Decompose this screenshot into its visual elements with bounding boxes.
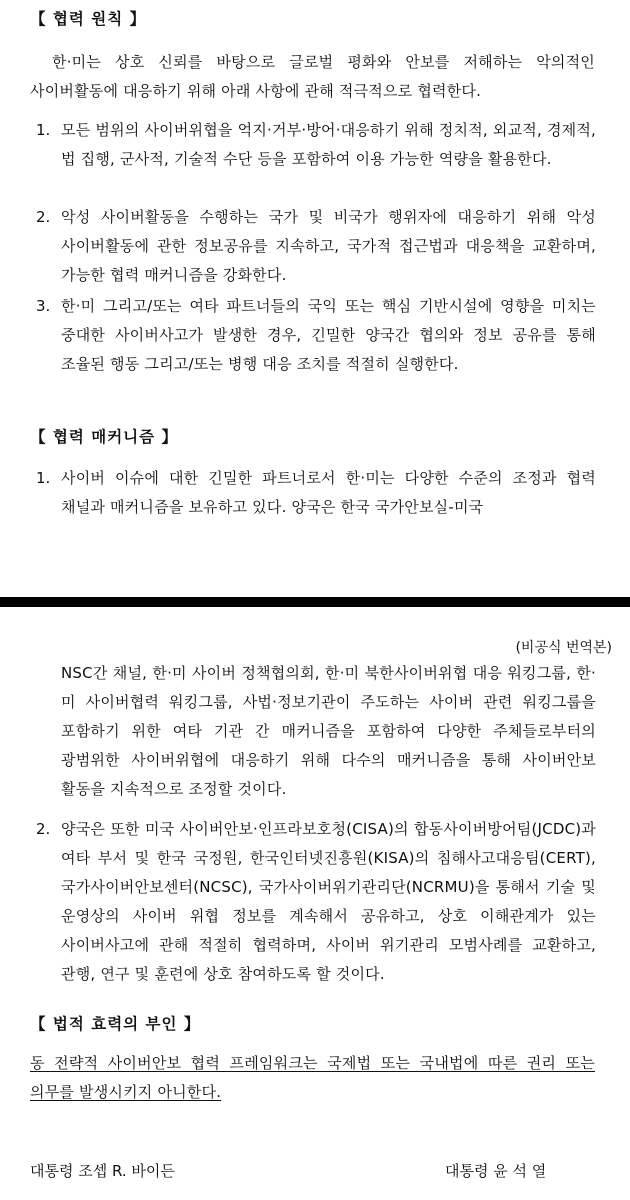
- list-number: 3.: [36, 297, 51, 315]
- list-number: 1.: [36, 121, 51, 139]
- list-number: 1.: [36, 469, 51, 487]
- document-page-2: [0, 607, 630, 1200]
- intro-paragraph: 한·미는 상호 신뢰를 바탕으로 글로벌 평화와 안보를 저해하는 악의적인 사이버활동에 대응하기 위해 아래 사항에 관해 적극적으로 협력한다.: [30, 53, 595, 100]
- list-item-text: 악성 사이버활동을 수행하는 국가 및 비국가 행위자에 대응하기 위해 악성 사이버활동에 관한 정보공유를 지속하고, 국가적 접근법과 대응책을 교환하며, 가능한 협력 매커니즘을 강화한다.: [61, 208, 596, 284]
- list-item-text: 양국은 또한 미국 사이버안보·인프라보호청(CISA)의 합동사이버방어팀(JCDC)과 여타 부서 및 한국 국정원, 한국인터넷진흥원(KISA)의 침해사고대응팀(CERT), 국가사이버안보센터(NCSC), 국가사이버위기관리단(NCRMU)을 통해서 기술 및 운영상의 사이버 위협 정보를 계속해서 공유하고, 상호 이해관계가 있는 사이버사고에 관해 적절히 협력하며, 사이버 위기관리 모범사례를 교환하고, 관행, 연구 및 훈련에 상호 참여하도록 할 것이다.: [61, 820, 596, 983]
- signature-us-president: 대통령 조셉 R. 바이든: [30, 1162, 175, 1180]
- legal-disclaimer-text: [30, 1049, 595, 1107]
- section-title-cooperation-mechanism: 【 협력 매커니즘 】: [30, 428, 179, 446]
- list-number: 2.: [36, 820, 51, 838]
- list-number: 2.: [36, 208, 51, 226]
- principle-item-2: [36, 203, 596, 290]
- principle-item-1: [36, 116, 596, 174]
- list-item-text: 사이버 이슈에 대한 긴밀한 파트너로서 한·미는 다양한 수준의 조정과 협력 채널과 매커니즘을 보유하고 있다. 양국은 한국 국가안보실-미국: [61, 469, 596, 516]
- list-item-text: 모든 범위의 사이버위협을 억지·거부·방어·대응하기 위해 정치적, 외교적, 경제적, 법 집행, 군사적, 기술적 수단 등을 포함하여 이용 가능한 역량을 활용한다.: [61, 121, 596, 168]
- document-page-1: [0, 0, 630, 597]
- signature-korea-president: 대통령 윤 석 열: [445, 1162, 547, 1180]
- mechanism-item-2: [36, 815, 596, 989]
- principle-item-3: [36, 292, 596, 379]
- list-item-text: 한·미 그리고/또는 여타 파트너들의 국익 또는 핵심 기반시설에 영향을 미치는 중대한 사이버사고가 발생한 경우, 긴밀한 양국간 협의와 정보 공유를 통해 조율된 행동 그리고/또는 병행 대응 조치를 적절히 실행한다.: [61, 297, 596, 373]
- page-separator: [0, 597, 630, 607]
- mechanism-item-1: [36, 464, 596, 522]
- disclaimer-underlined-text: 동 전략적 사이버안보 협력 프레임워크는 국제법 또는 국내법에 따른 권리 또는 의무를 발생시키지 아니한다.: [30, 1054, 595, 1101]
- section-title-cooperation-principles: 【 협력 원칙 】: [30, 10, 147, 28]
- mechanism-1-continuation: NSC간 채널, 한·미 사이버 정책협의회, 한·미 북한사이버위협 대응 워킹그룹, 한·미 사이버협력 워킹그룹, 사법·정보기관이 주도하는 사이버 관련 워킹그룹을 포함하기 위한 여타 기관 간 매커니즘을 포함하여 다양한 주체들로부터의 광범위한 사이버위협에 대응하기 위해 다수의 매커니즘을 통해 사이버안보 활동을 지속적으로 조정할 것이다.: [61, 664, 596, 798]
- section-title-legal-disclaimer: 【 법적 효력의 부인 】: [30, 1015, 201, 1033]
- unofficial-translation-note: (비공식 번역본): [515, 640, 612, 656]
